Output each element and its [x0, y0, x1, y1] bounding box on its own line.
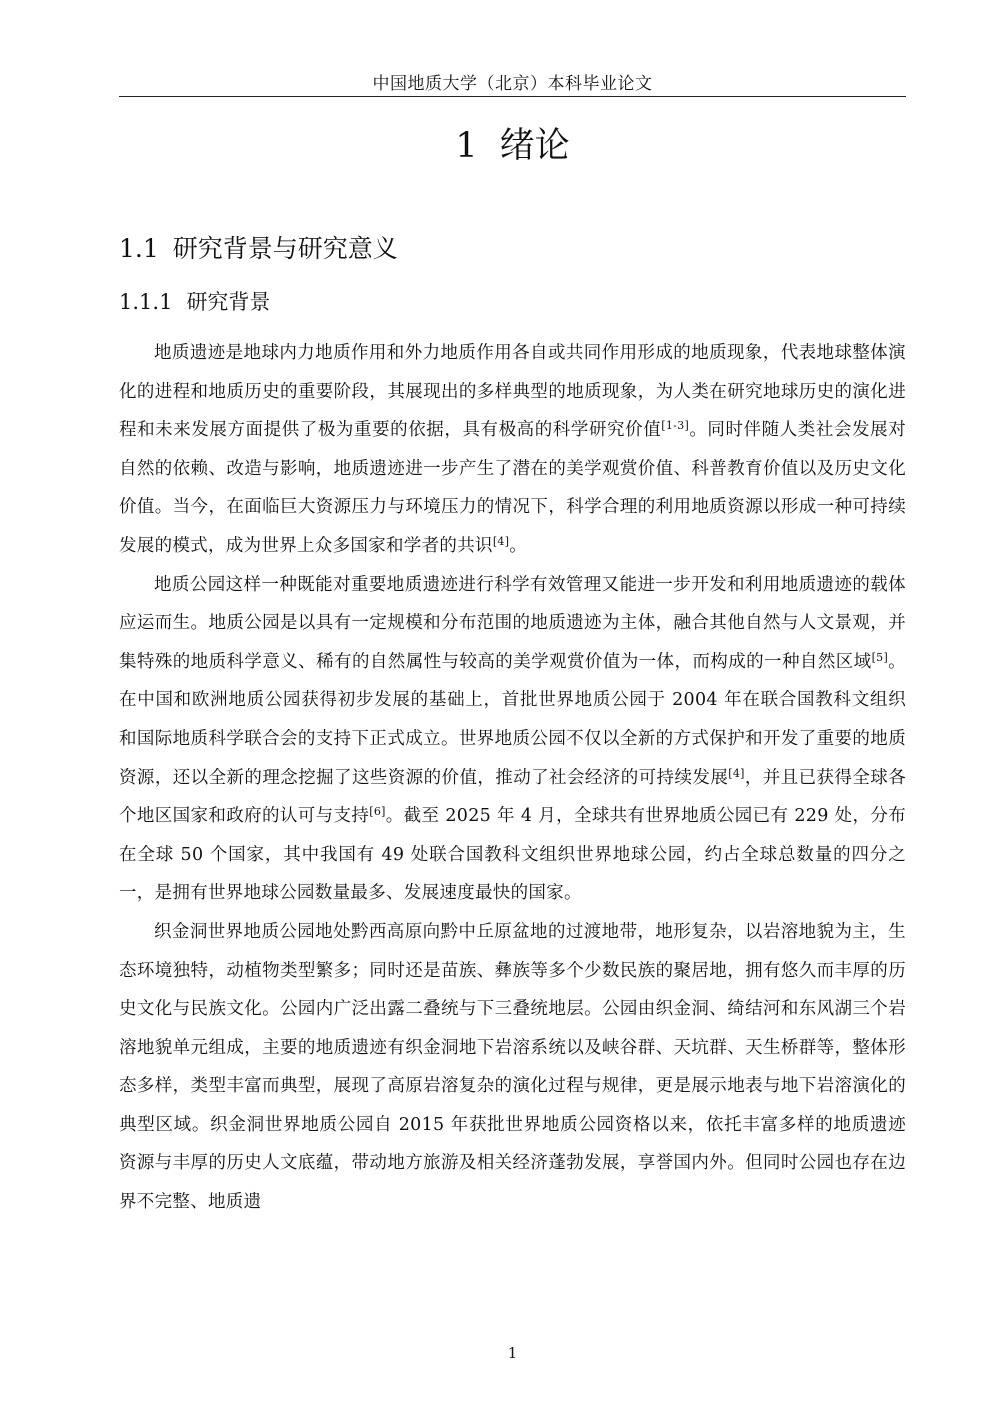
paragraph-text: 。在中国和欧洲地质公园获得初步发展的基础上，首批世界地质公园于 2004 年在联合国教科文组织和国际地质科学联合会的支持下正式成立。世界地质公园不仅以全新的方式保护和开发了重要的地质资源，还以全新的理念挖掘了这些资源的价值，推动了社会经济的可持续发展: [119, 651, 906, 788]
section-heading: [119, 232, 398, 266]
paragraph-text: ，并且已获得全球各个地区国家和政府的认可与支持: [119, 767, 907, 827]
chapter-number: 1: [455, 126, 478, 166]
subsection-title-text: 研究背景: [186, 290, 271, 314]
header-rule: [119, 96, 906, 97]
running-header: 中国地质大学（北京）本科毕业论文: [372, 74, 653, 94]
paragraph-text: 地质遗迹是地球内力地质作用和外力地质作用各自或共同作用形成的地质现象，代表地球整体演化的进程和地质历史的重要阶段，其展现出的多样典型的地质现象，为人类在研究地球历史的演化进程和未来发展方面提供了极为重要的依据，具有极高的科学研究价值: [119, 343, 906, 441]
citation-marker: [4]: [728, 766, 745, 780]
chapter-title-text: 绪论: [499, 126, 570, 166]
section-title-text: 研究背景与研究意义: [172, 234, 398, 263]
paragraph: [119, 334, 906, 566]
paragraph-text: 地质公园这样一种既能对重要地质遗迹进行科学有效管理又能进一步开发和利用地质遗迹的载体应运而生。地质公园是以具有一定规模和分布范围的地质遗迹为主体，融合其他自然与人文景观，并集特殊的地质科学意义、稀有的自然属性与较高的美学观赏价值为一体，而构成的一种自然区域: [119, 574, 906, 672]
subsection-heading: [119, 287, 270, 317]
citation-marker: [4]: [492, 534, 510, 548]
paragraph-text: 。: [509, 535, 528, 556]
subsection-number: 1.1.1: [119, 290, 173, 314]
paragraph: [119, 913, 906, 1222]
paragraph-text: 织金洞世界地质公园地处黔西高原向黔中丘原盆地的过渡地带，地形复杂，以岩溶地貌为主，生态环境独特，动植物类型繁多；同时还是苗族、彝族等多个少数民族的聚居地，拥有悠久而丰厚的历史文化与民族文化。公园内广泛出露二叠统与下三叠统地层。公园由织金洞、绮结河和东风湖三个岩溶地貌单元组成，主要的地质遗迹有织金洞地下岩溶系统以及峡谷群、天坑群、天生桥群等，整体形态多样，类型丰富而典型，展现了高原岩溶复杂的演化过程与规律，更是展示地表与地下岩溶演化的典型区域。织金洞世界地质公园自 2015 年获批世界地质公园资格以来，依托丰富多样的地质遗迹资源与丰厚的历史人文底蕴，带动地方旅游及相关经济蓬勃发展，享誉国内外。但同时公园也存在边界不完整、地质遗: [119, 921, 906, 1213]
paragraph-text: 。同时伴随人类社会发展对自然的依赖、改造与影响，地质遗迹进一步产生了潜在的美学观赏价值、科普教育价值以及历史文化价值。当今，在面临巨大资源压力与环境压力的情况下，科学合理的利用地质资源以形成一种可持续发展的模式，成为世界上众多国家和学者的共识: [119, 420, 906, 556]
citation-marker: [1-3]: [661, 419, 690, 433]
section-number: 1.1: [119, 234, 159, 263]
page-number: 1: [507, 1344, 518, 1362]
citation-marker: [5]: [871, 650, 889, 664]
citation-marker: [6]: [369, 805, 386, 819]
paragraph: [119, 566, 906, 913]
chapter-title: [119, 124, 906, 168]
paragraph-text: 。截至 2025 年 4 月，全球共有世界地质公园已有 229 处，分布在全球 50 个国家，其中我国有 49 处联合国教科文组织世界地球公园，约占全球总数量的四分之一，是拥有世界地球公园数量最多、发展速度最快的国家。: [119, 806, 907, 904]
body-text: [119, 334, 906, 1222]
